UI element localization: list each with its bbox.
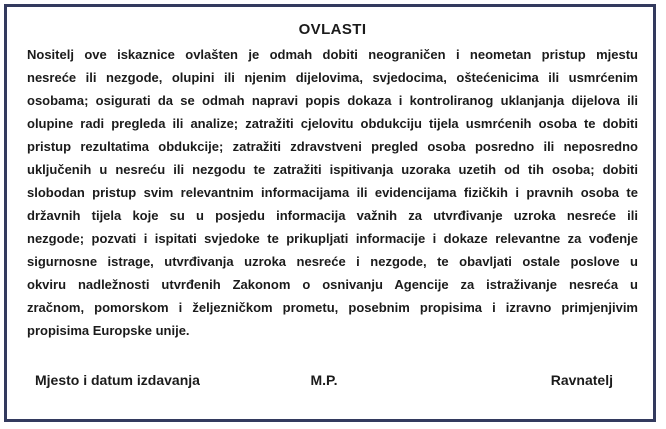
body-line: osobama; osigurati da se odmah napravi popis dokaza i kontroliranog uklanjanja dijelova ili	[27, 93, 638, 108]
body-line: okviru nadležnosti utvrđenih Zakonom o osnivanju Agencije za istraživanje nesreća u	[27, 277, 638, 292]
body-line: zračnom, pomorskom i željezničkom prometu, posebnim propisima i izravno primjenjivim	[27, 300, 638, 315]
seal-label: M.P.	[310, 372, 338, 388]
body-line-last: propisima Europske unije.	[27, 323, 190, 338]
body-line: državnih tijela koje su u posjedu informacija važnih za utvrđivanje uzroka nesreće ili	[27, 208, 638, 223]
body-line: slobodan pristup svim relevantnim informacijama ili evidencijama fizičkih i pravnih osoba te	[27, 185, 638, 200]
authorization-text-block	[27, 20, 638, 342]
body-line: sigurnosne istrage, utvrđivanja uzroka nesreće i nezgode, te obavljati ostale poslove u	[27, 254, 638, 269]
director-label: Ravnatelj	[550, 372, 613, 388]
body-line: pristup rezultatima obdukcije; zatražiti zdravstveni pregled osoba posredno ili neposredno	[27, 139, 638, 154]
body-line: nezgode; pozvati i ispitati svjedoke te prikupljati informacije i dokaze relevantne za vođenje	[27, 231, 638, 246]
place-date-label: Mjesto i datum izdavanja	[35, 372, 200, 388]
body-line: uključenih u nesreću ili nezgodu te zatražiti ispitivanja uzoraka uzetih od tih osoba; dobiti	[27, 162, 638, 177]
body-line: olupine radi pregleda ili analize; zatražiti cjelovitu obdukciju tijela usmrćenih osoba te dobiti	[27, 116, 638, 131]
page-title: OVLASTI	[298, 21, 367, 38]
body-line: Nositelj ove iskaznice ovlašten je odmah dobiti neograničen i neometan pristup mjestu	[27, 47, 638, 62]
signature-footer	[35, 371, 613, 389]
body-line: nesreće ili nezgode, olupini ili njenim dijelovima, svjedocima, oštećenicima ili usmrćenim	[27, 70, 638, 85]
document-card	[4, 4, 656, 422]
